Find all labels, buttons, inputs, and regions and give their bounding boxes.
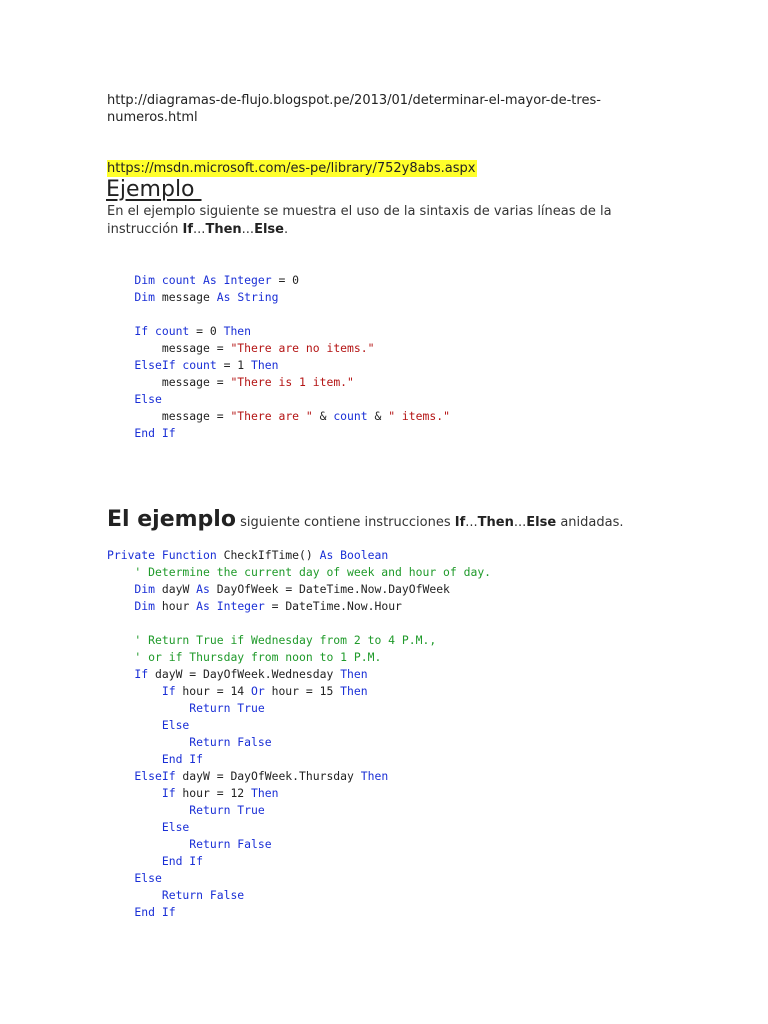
keyword-then: Then [477,515,514,530]
code-line [107,375,354,389]
code-keyword: End If [107,426,176,440]
code-keyword: End If [107,905,176,919]
intro-text: En el ejemplo siguiente se muestra el uso de la sintaxis de varias líneas de la instrucción [107,204,612,237]
code-line [107,426,176,440]
code-line [107,324,251,338]
code-line [107,854,203,868]
code-keyword: ElseIf [107,769,176,783]
code-keyword: Then [340,684,368,698]
code-text: message = [107,375,231,389]
code-string: "There are no items." [230,341,375,355]
ellipsis: ... [193,222,206,237]
code-text: message = [107,341,231,355]
blog-url-link[interactable]: http://diagramas-de-flujo.blogspot.pe/2013/01/determinar-el-mayor-de-tres-numeros.html [107,93,601,125]
code-keyword: End If [107,752,204,766]
code-line [107,582,450,596]
code-keyword: As [196,582,210,596]
heading-suffix: anidadas. [556,515,624,530]
code-keyword: Dim [107,599,156,613]
code-comment: ' Determine the current day of week and hour of day. [107,565,492,579]
code-keyword: If [107,667,149,681]
code-line [107,392,162,406]
code-line [107,667,368,681]
ellipsis: ... [241,222,255,237]
code-text: hour [155,599,197,613]
code-keyword: Dim [107,290,156,304]
code-line [107,548,388,562]
code-keyword: As Integer [196,599,265,613]
code-keyword: Else [107,392,162,406]
code-text: & [367,409,389,423]
code-line [107,633,436,647]
code-keyword: If count [107,324,190,338]
code-keyword: Then [251,358,279,372]
code-keyword: Then [223,324,252,338]
code-line [107,650,381,664]
section-heading-ejemplo: Ejemplo [106,177,202,202]
code-text: hour = 14 [175,684,252,698]
code-line [107,820,189,834]
code-string: "There are " [230,409,313,423]
code-text: dayW = DayOfWeek.Thursday [175,769,361,783]
ellipsis: ... [513,515,527,530]
code-keyword: Return True [107,803,265,817]
code-keyword: As Boolean [319,548,389,562]
code-keyword: Else [107,718,190,732]
code-text: DayOfWeek = DateTime.Now.DayOfWeek [209,582,450,596]
code-text: hour = 15 [264,684,341,698]
code-comment: ' Return True if Wednesday from 2 to 4 P.M., [107,633,437,647]
keyword-else: Else [526,515,557,530]
code-line [107,735,272,749]
code-string: "There is 1 item." [230,375,354,389]
code-text: dayW [155,582,197,596]
code-text: = 1 [216,358,252,372]
code-line [107,837,272,851]
code-keyword: End If [107,854,204,868]
code-keyword: Or [251,684,265,698]
keyword-else: Else [254,222,284,237]
code-text: = 0 [271,273,300,287]
heading-text: siguiente contiene instrucciones [235,515,455,530]
code-line [107,273,299,287]
heading-description [236,515,624,530]
code-keyword: As String [216,290,279,304]
code-text: dayW = DayOfWeek.Wednesday [148,667,341,681]
code-keyword: Then [340,667,368,681]
code-block-nested-if [107,547,491,921]
code-line [107,718,189,732]
code-keyword: If [107,786,176,800]
code-text: & [312,409,334,423]
section-heading-nested [107,506,623,534]
code-keyword: If [107,684,176,698]
code-comment: ' or if Thursday from noon to 1 P.M. [107,650,382,664]
code-keyword: Return False [107,837,272,851]
intro-paragraph [107,203,627,239]
code-line [107,905,176,919]
code-keyword: ElseIf count [107,358,217,372]
ellipsis: ... [465,515,478,530]
code-keyword: Else [107,820,190,834]
code-keyword: Then [360,769,389,783]
code-keyword: Dim count As Integer [107,273,272,287]
code-line [107,752,203,766]
code-keyword: count [333,409,368,423]
code-line [107,565,491,579]
code-keyword: Dim [107,582,156,596]
keyword-if: If [454,515,466,530]
code-line [107,599,402,613]
keyword-if: If [182,222,194,237]
code-text: message [155,290,217,304]
code-text: CheckIfTime() [216,548,320,562]
code-keyword: Private Function [107,548,217,562]
code-line [107,684,368,698]
msdn-url-link[interactable]: https://msdn.microsoft.com/es-pe/library/752y8abs.aspx [107,161,476,176]
code-line [107,871,162,885]
code-text: = 0 [189,324,224,338]
code-line [107,888,244,902]
keyword-then: Then [205,222,242,237]
code-text: message = [107,409,231,423]
code-keyword: Return True [107,701,265,715]
code-text: hour = 12 [175,786,252,800]
code-string: " items." [388,409,450,423]
code-line [107,786,278,800]
code-line [107,358,278,372]
heading-el-ejemplo: El ejemplo [107,507,236,532]
code-line [107,701,265,715]
code-text: = DateTime.Now.Hour [264,599,402,613]
period: . [283,222,289,237]
code-keyword: Else [107,871,162,885]
code-line [107,803,265,817]
code-line [107,290,278,304]
code-line [107,769,388,783]
code-block-if-then-else [107,272,450,442]
code-keyword: Return False [107,735,272,749]
code-keyword: Return False [107,888,245,902]
code-line [107,341,374,355]
code-line [107,409,450,423]
code-keyword: Then [251,786,279,800]
